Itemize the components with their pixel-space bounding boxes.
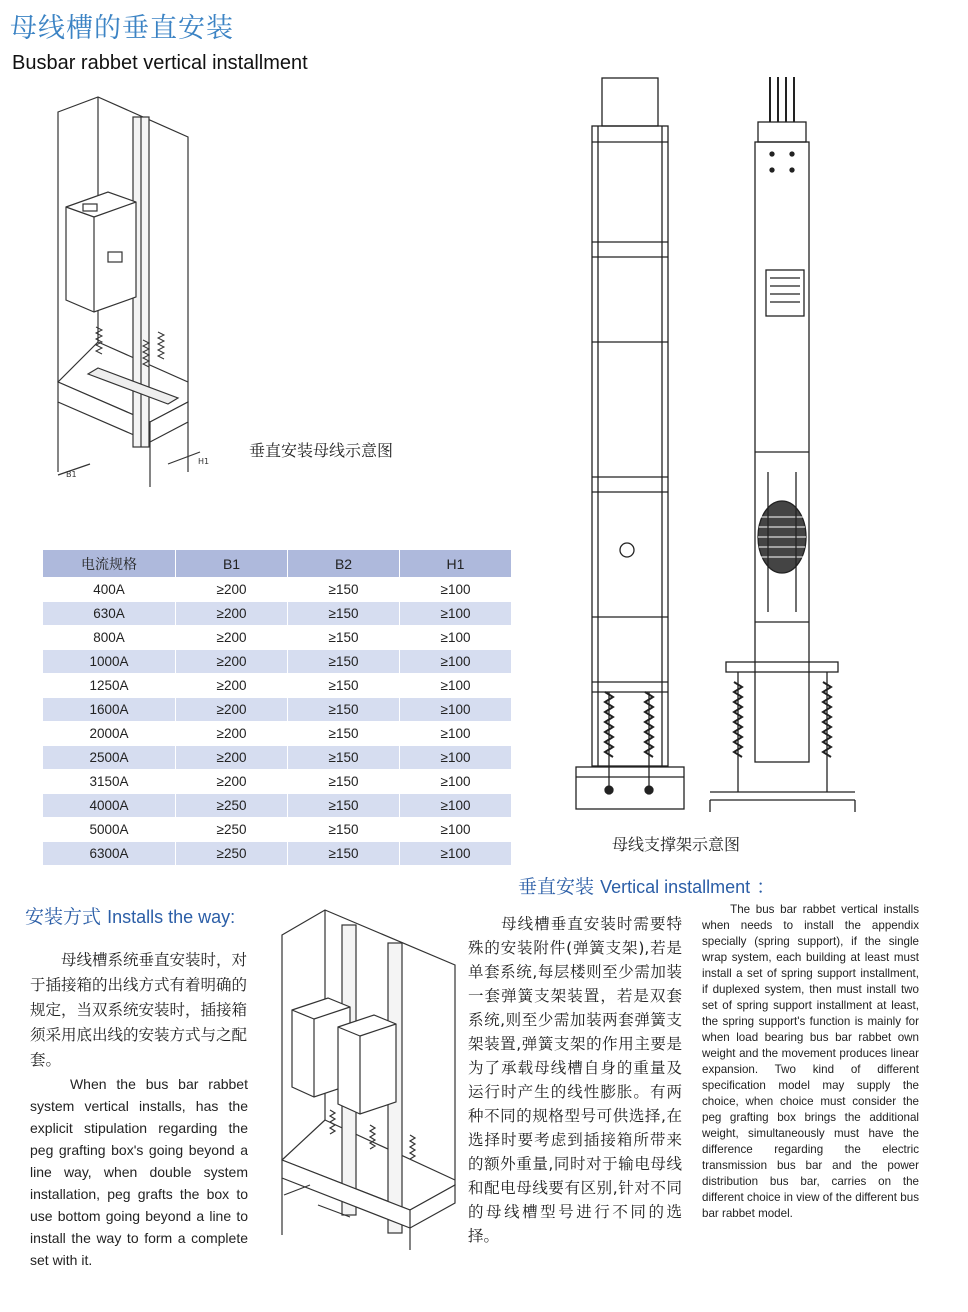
table-cell: ≥100	[400, 674, 512, 698]
installs-heading	[25, 902, 235, 929]
table-cell: ≥150	[288, 698, 400, 722]
table-cell: ≥100	[400, 842, 512, 866]
installs-heading-en: Installs the way:	[107, 907, 236, 927]
support-frame-diagram	[560, 72, 930, 822]
col-header-b1: B1	[176, 550, 288, 578]
installs-paragraph-cn: 母线槽系统垂直安装时，对于插接箱的出线方式有着明确的规定，当双系统安装时，插接箱须采用底出线的安装方式与之配套。	[30, 951, 248, 1069]
table-cell: 4000A	[43, 794, 176, 818]
table-cell: 630A	[43, 602, 176, 626]
table-cell: ≥200	[176, 746, 288, 770]
vertical-heading	[518, 872, 775, 899]
table-cell: ≥100	[400, 578, 512, 602]
label-h1: H1	[198, 457, 210, 466]
table-cell: ≥200	[176, 722, 288, 746]
diagram1-caption: 垂直安装母线示意图	[249, 441, 394, 460]
vertical-heading-cn: 垂直安装	[518, 876, 595, 898]
table-cell: ≥200	[176, 602, 288, 626]
table-cell: ≥150	[288, 722, 400, 746]
table-cell: ≥100	[400, 650, 512, 674]
table-cell: 400A	[43, 578, 176, 602]
double-system-diagram	[270, 905, 465, 1255]
vertical-install-diagram	[38, 92, 238, 492]
table-cell: ≥100	[400, 794, 512, 818]
table-row	[43, 578, 512, 602]
table-cell: 2500A	[43, 746, 176, 770]
page-title-en: Busbar rabbet vertical installment	[12, 52, 308, 74]
col-header-rating: 电流规格	[43, 550, 176, 578]
table-cell: ≥150	[288, 602, 400, 626]
table-row	[43, 770, 512, 794]
table-cell: ≥250	[176, 818, 288, 842]
table-cell: ≥250	[176, 842, 288, 866]
table-cell: ≥100	[400, 698, 512, 722]
table-cell: 5000A	[43, 818, 176, 842]
vertical-heading-en: Vertical installment	[600, 877, 751, 897]
table-cell: ≥150	[288, 794, 400, 818]
vertical-paragraph-cn: 母线槽垂直安装时需要特殊的安装附件(弹簧支架),若是单套系统,每层楼则至少需加装一套弹簧支架装置，若是双套系统,则至少需加装两套弹簧支架装置,弹簧支架的作用主要是为了承载母线槽自身的重量及运行时产生的线性膨胀。有两种不同的规格型号可供选择,在选择时要考虑到插接箱所带来的额外重量,同时对于输电母线和配电母线要有区别,针对不同的母线槽型号进行不同的选择。	[468, 915, 682, 1245]
table-cell: 1000A	[43, 650, 176, 674]
table-header-row	[43, 550, 512, 578]
table-cell: ≥150	[288, 626, 400, 650]
vertical-heading-suffix: ：	[756, 876, 776, 898]
table-cell: ≥200	[176, 578, 288, 602]
table-row	[43, 698, 512, 722]
table-cell: ≥200	[176, 626, 288, 650]
vertical-paragraph-en: The bus bar rabbet vertical installs when needs to install the appendix specially (spring support), if the single wrap system, each building at least must install a set of spring support installment, if duplexed system, then must install two set of spring support installment at least, the spring support's function is mainly for when load bearing bus bar rabbet own weight and the movement produces linear expansion. Two kind of different specification model may supply the choice, when choice must consider the peg grafting box brings the additional weight, simultaneously must have the difference regarding the electric transmission bus bar and the power distribution bus bar, carries on the different choice in view of the different bus bar rabbet model.	[702, 903, 919, 1220]
table-row	[43, 602, 512, 626]
table-row	[43, 674, 512, 698]
table-row	[43, 842, 512, 866]
label-b1: B1	[66, 470, 77, 479]
table-cell: ≥200	[176, 770, 288, 794]
table-cell: ≥250	[176, 794, 288, 818]
table-cell: ≥100	[400, 626, 512, 650]
installs-paragraph-en: When the bus bar rabbet system vertical installs, has the explicit stipulation regarding the peg grafting box's going beyond a line way, when double system installation, peg grafts the box to use bottom going beyond a line to install the way to form a complete set with it.	[30, 1076, 248, 1268]
table-cell: ≥100	[400, 818, 512, 842]
table-row	[43, 794, 512, 818]
table-cell: ≥150	[288, 674, 400, 698]
table-cell: ≥100	[400, 602, 512, 626]
diagram2-caption: 母线支撑架示意图	[612, 835, 741, 854]
table-cell: ≥100	[400, 722, 512, 746]
table-cell: ≥150	[288, 578, 400, 602]
page-title-cn: 母线槽的垂直安装	[10, 13, 234, 44]
table-cell: 2000A	[43, 722, 176, 746]
table-cell: 1600A	[43, 698, 176, 722]
spec-table	[42, 549, 512, 866]
table-cell: ≥200	[176, 674, 288, 698]
col-header-b2: B2	[288, 550, 400, 578]
table-cell: ≥200	[176, 698, 288, 722]
table-cell: ≥150	[288, 650, 400, 674]
installs-heading-cn: 安装方式	[25, 906, 102, 928]
table-cell: 800A	[43, 626, 176, 650]
table-row	[43, 818, 512, 842]
table-cell: 6300A	[43, 842, 176, 866]
table-row	[43, 746, 512, 770]
table-cell: ≥150	[288, 818, 400, 842]
table-cell: 1250A	[43, 674, 176, 698]
table-row	[43, 626, 512, 650]
table-cell: ≥100	[400, 746, 512, 770]
table-cell: ≥150	[288, 770, 400, 794]
table-cell: ≥100	[400, 770, 512, 794]
table-cell: ≥200	[176, 650, 288, 674]
table-cell: ≥150	[288, 842, 400, 866]
table-cell: ≥150	[288, 746, 400, 770]
table-row	[43, 722, 512, 746]
table-cell: 3150A	[43, 770, 176, 794]
table-row	[43, 650, 512, 674]
col-header-h1: H1	[400, 550, 512, 578]
